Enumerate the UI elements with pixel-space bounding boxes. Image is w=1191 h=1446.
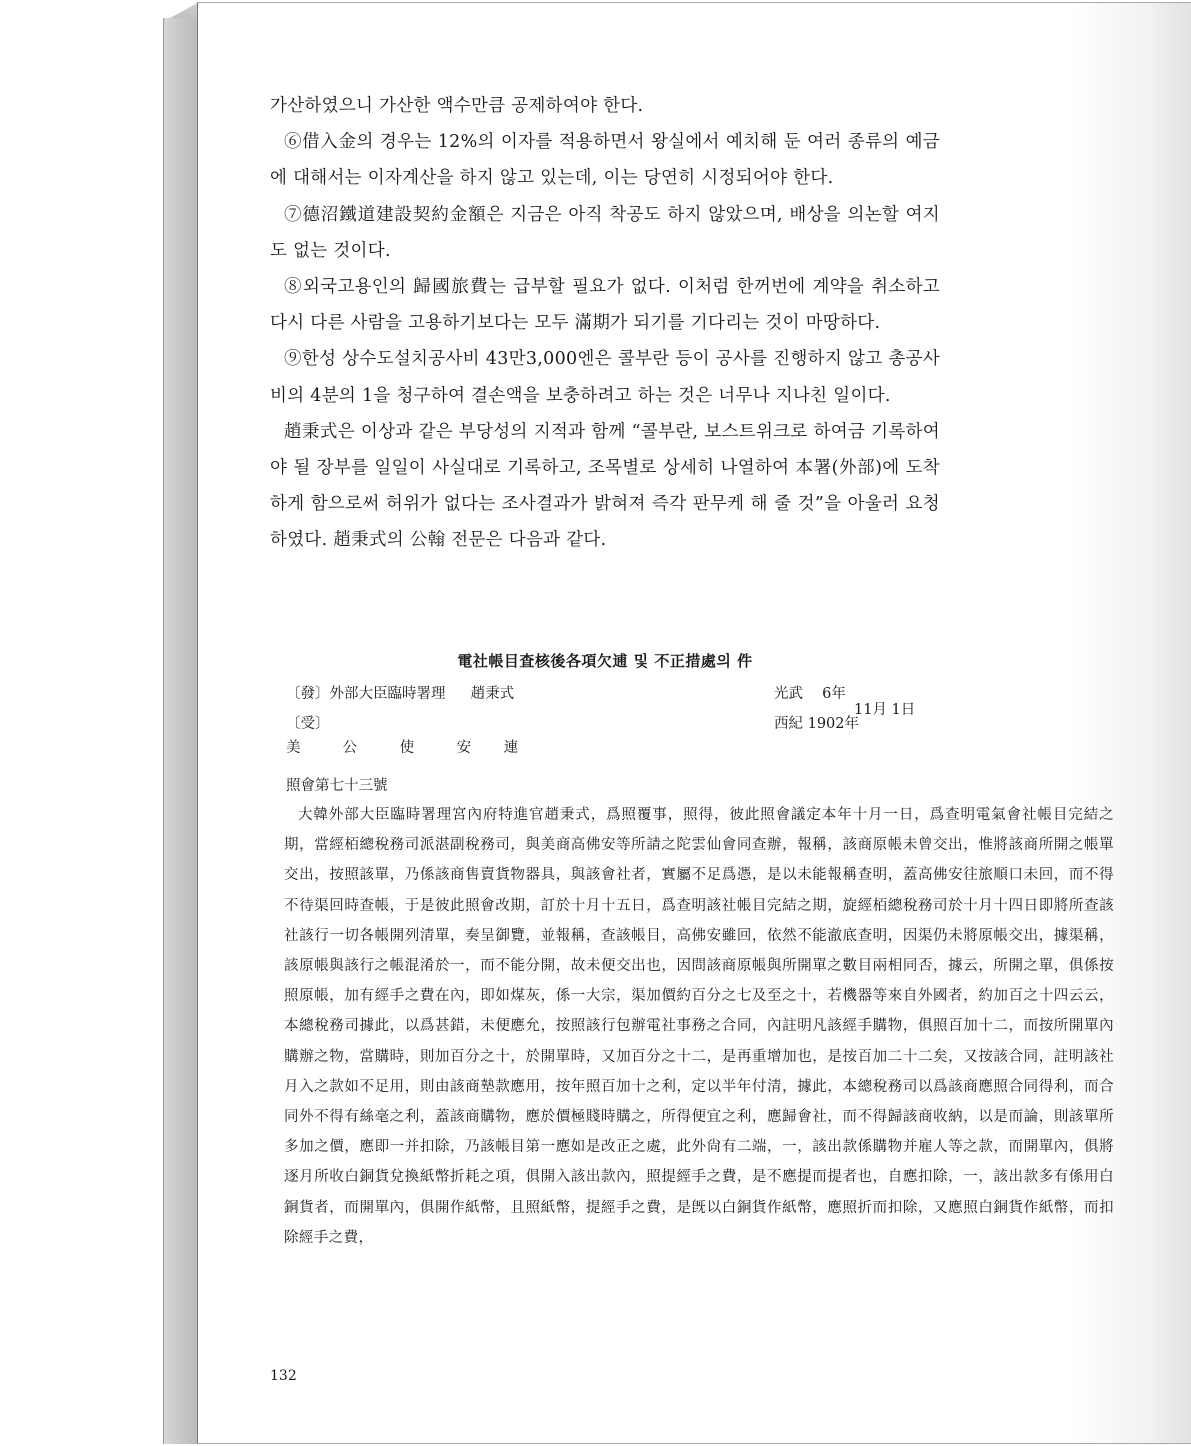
era-korean: 光武 6年 (774, 686, 846, 702)
sender-label: 〔發〕外部大臣臨時署理 (286, 686, 446, 702)
receiver-name: 公 使 安 連 (342, 740, 533, 756)
page-number: 132 (270, 1368, 297, 1384)
receiver-row (286, 712, 623, 756)
paragraph-3: ⑦德沼鐵道建設契約金額은 지금은 아직 착공도 하지 않았으며, 배상을 의논할 여지도 없는 것이다. (270, 204, 940, 261)
korean-text-block (270, 88, 940, 559)
era-western: 西紀 1902年 (774, 716, 860, 732)
paragraph-4: ⑧외국고용인의 歸國旅費는 급부할 필요가 없다. 이처럼 한꺼번에 계약을 취소하고 다시 다른 사람을 고용하기보다는 모두 滿期가 되기를 기다리는 것이 마땅하다. (270, 277, 940, 334)
classical-body: 大韓外部大臣臨時署理宮內府特進官趙秉式，爲照覆事，照得，彼此照會議定本年十月一日，爲查明電氣會社帳目完結之期，當經栢總稅務司派湛副稅務司，與美商高佛安等所請之陀雲仙會同查辦，報稱，該商原帳未曾交出，惟將該商所開之帳單交出，按照該單，乃係該商售賣貨物器具，與該會社者，實屬不足爲憑，是以未能報稱查明，蓋高佛安往旅順口未回，而不得不待渠回時查帳，于是彼此照會改期，訂於十月十五日，爲查明該社帳目完結之期，旋經栢總稅務司於十月十四日即將所查該社該行一切各帳開列清單，奏呈御覽，並報稱，查該帳目，高佛安雖回，依然不能澈底查明，因渠仍未將原帳交出，據渠稱，該原帳與該行之帳混淆於一，而不能分開，故未便交出也，因問該商原帳與所開單之數目兩相同否，據云，所開之單，俱係按照原帳，加有經手之費在內，即如煤灰，係一大宗，渠加價約百分之七及至之十，若機器等來自外國者，約加百之十四云云，本總稅務司據此，以爲甚錯，未便應允，按照該行包辦電社事務之合同，內註明凡該經手購物，俱照百加十二，而按所開單內購辦之物，當購時，則加百分之十，於開單時，又加百分之十二，是再重增加也，是按百加二十二矣，又按該合同，註明該社月入之款如不足用，則由該商墊款應用，按年照百加十之利，定以半年付清，據此，本總稅務司以爲該商應照合同得利，而合同外不得有絲毫之利，蓋該商購物，應於價極賤時購之，所得便宜之利，應歸會社，而不得歸該商收納，以是而論，則該單所多加之價，應即一并扣除，乃該帳目第一應如是改正之處，此外尙有二端，一，該出款係購物并雇人等之款，而開單內，俱將逐月所收白銅貨兌換紙幣折耗之項，俱開入該出款內，照提經手之費，是不應提而提者也，自應扣除，一，該出款多有係用白銅貨者，而開單內，俱開作紙幣，且照紙幣，提經手之費，是旣以白銅貨作紙幣，應照折而扣除，又應照白銅貨作紙幣，而扣除經手之費， (284, 807, 1114, 1246)
sender-row (286, 682, 514, 706)
paragraph-6: 趙秉式은 이상과 같은 부당성의 지적과 함께 “콜부란, 보스트위크로 하여금 기록하여야 될 장부를 일일이 사실대로 기록하고, 조목별로 상세히 나열하여 本署(外部)에 도착하게 함으로써 허위가 없다는 조사결과가 밝혀져 즉각 판무케 해 줄 것”을 아울러 요청하였다. 趙秉式의 公翰 전문은 다음과 같다. (270, 421, 940, 551)
book-spine (163, 18, 200, 1444)
receiver-label: 〔受〕美 (286, 716, 330, 756)
classical-chinese-text (284, 800, 1114, 1253)
sender-name: 趙秉式 (470, 686, 515, 702)
document-number: 照會第七十三號 (286, 778, 388, 794)
paragraph-2: ⑥借入金의 경우는 12%의 이자를 적용하면서 왕실에서 예치해 둔 여러 종류의 예금에 대해서는 이자계산을 하지 않고 있는데, 이는 당연히 시정되어야 한다. (270, 132, 940, 189)
paragraph-1: 가산하였으니 가산한 액수만큼 공제하여야 한다. (270, 96, 644, 116)
letter-title: 電社帳目査核後各項欠逋 및 不正措處의 件 (457, 652, 753, 670)
paragraph-5: ⑨한성 상수도설치공사비 43만3,000엔은 콜부란 등이 공사를 진행하지 않고 총공사비의 4분의 1을 청구하여 결손액을 보충하려고 하는 것은 너무나 지나친 일이다. (270, 349, 940, 406)
letter-header (286, 682, 946, 756)
letter-date: 11月 1日 (854, 702, 916, 718)
